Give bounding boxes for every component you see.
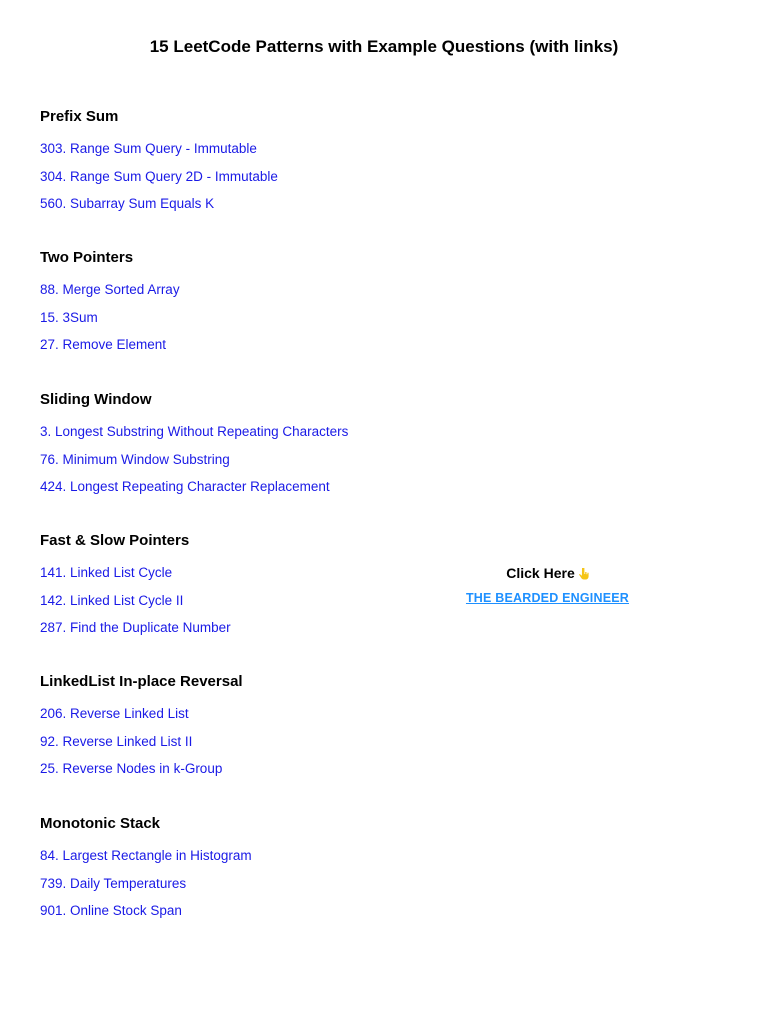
question-link[interactable]: 15. 3Sum	[40, 309, 98, 325]
list-item	[40, 901, 460, 929]
pointing-down-icon	[579, 565, 589, 577]
section-heading: LinkedList In-place Reversal	[40, 673, 243, 690]
section-fast-slow-pointers	[40, 531, 460, 646]
section-sliding-window	[40, 390, 460, 505]
click-here-row	[440, 563, 655, 583]
question-link[interactable]: 3. Longest Substring Without Repeating Characters	[40, 424, 349, 439]
list-item	[40, 704, 460, 732]
list-item	[40, 280, 460, 308]
list-item	[40, 477, 460, 505]
question-list	[40, 422, 460, 505]
question-link[interactable]: 304. Range Sum Query 2D - Immutable	[40, 168, 278, 184]
question-list	[40, 280, 460, 363]
question-list	[40, 139, 460, 222]
list-item	[40, 194, 460, 222]
question-link[interactable]: 88. Merge Sorted Array	[40, 282, 180, 297]
list-item	[40, 591, 460, 619]
list-item	[40, 167, 460, 195]
question-link[interactable]: 424. Longest Repeating Character Replacement	[40, 479, 330, 494]
question-link[interactable]: 25. Reverse Nodes in k-Group	[40, 761, 223, 776]
question-link[interactable]: 84. Largest Rectangle in Histogram	[40, 848, 252, 863]
question-link[interactable]: 739. Daily Temperatures	[40, 875, 187, 891]
section-heading: Fast & Slow Pointers	[40, 532, 190, 549]
question-link[interactable]: 27. Remove Element	[40, 337, 167, 352]
question-link[interactable]: 287. Find the Duplicate Number	[40, 620, 231, 635]
promo-block	[440, 563, 655, 607]
list-item	[40, 874, 460, 902]
question-link[interactable]: 206. Reverse Linked List	[40, 706, 189, 721]
bearded-engineer-link[interactable]: THE BEARDED ENGINEER	[465, 591, 630, 605]
section-heading: Prefix Sum	[40, 108, 119, 125]
list-item	[40, 308, 460, 336]
list-item	[40, 846, 460, 874]
list-item	[40, 563, 460, 591]
section-heading: Two Pointers	[40, 249, 134, 266]
list-item	[40, 618, 460, 646]
section-two-pointers	[40, 248, 460, 363]
question-link[interactable]: 303. Range Sum Query - Immutable	[40, 141, 257, 156]
section-heading: Sliding Window	[40, 391, 152, 408]
section-monotonic-stack	[40, 814, 460, 929]
question-list	[40, 563, 460, 646]
question-link[interactable]: 76. Minimum Window Substring	[40, 451, 230, 467]
click-here-label: Click Here	[506, 565, 575, 581]
list-item	[40, 732, 460, 760]
question-link[interactable]: 141. Linked List Cycle	[40, 565, 173, 580]
question-list	[40, 846, 460, 929]
question-list	[40, 704, 460, 787]
list-item	[40, 335, 460, 363]
document-title: 15 LeetCode Patterns with Example Questions (with links)	[149, 37, 619, 56]
list-item	[40, 450, 460, 478]
section-linkedlist-reversal	[40, 672, 460, 787]
section-heading: Monotonic Stack	[40, 815, 161, 832]
list-item	[40, 422, 460, 450]
question-link[interactable]: 92. Reverse Linked List II	[40, 733, 193, 749]
question-link[interactable]: 901. Online Stock Span	[40, 903, 182, 918]
question-link[interactable]: 560. Subarray Sum Equals K	[40, 196, 215, 211]
list-item	[40, 139, 460, 167]
list-item	[40, 759, 460, 787]
question-link[interactable]: 142. Linked List Cycle II	[40, 592, 184, 608]
section-prefix-sum	[40, 107, 460, 222]
